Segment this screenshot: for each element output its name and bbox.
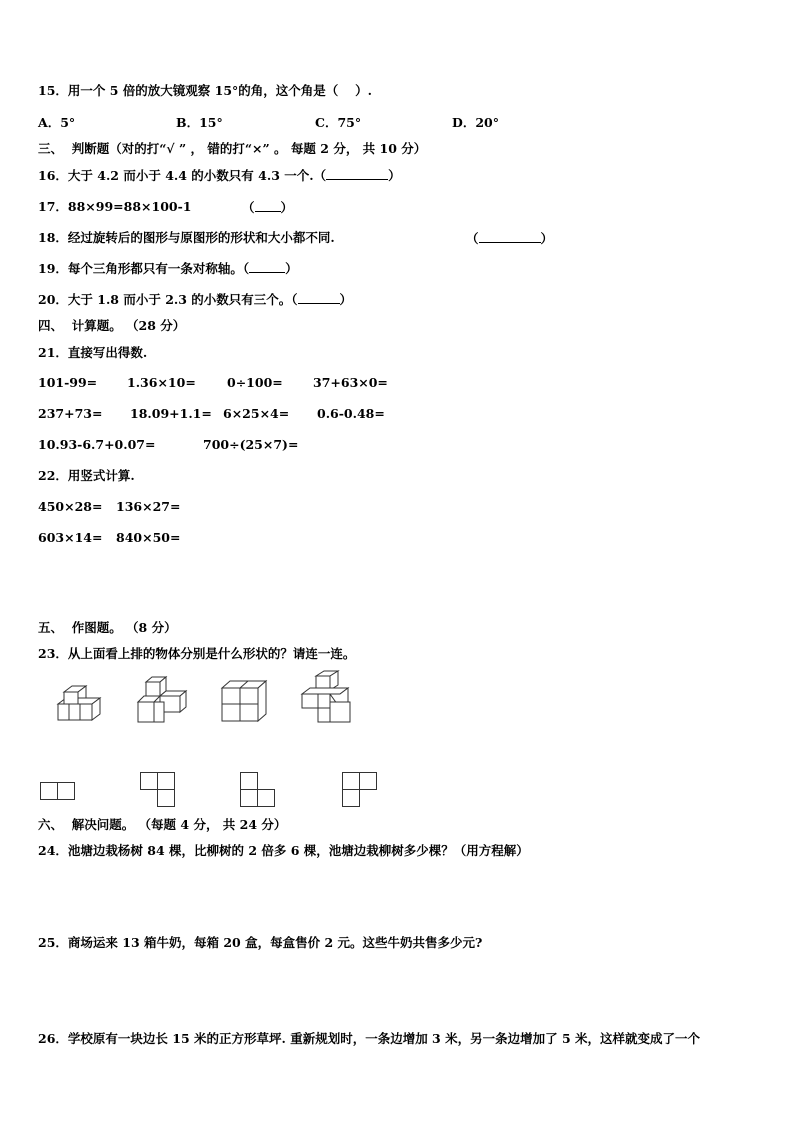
q21-item: 0÷100=: [227, 375, 283, 390]
q19-close: ）: [285, 261, 298, 276]
top-view-shape-2: [140, 772, 176, 808]
q22-item: 603×14=: [38, 530, 103, 545]
q15-option-b: B．15°: [176, 115, 223, 130]
q24-text: 24．池塘边栽杨树 84 棵，比柳树的 2 倍多 6 棵，池塘边栽柳树多少棵？（用方程解）: [38, 843, 529, 858]
block-figure-4: [300, 670, 356, 726]
q21-item: 18.09+1.1=: [130, 406, 212, 421]
section-4-heading: 四、 计算题。 （28 分）: [38, 318, 186, 333]
q22-item: 136×27=: [116, 499, 181, 514]
q18-answer: [466, 230, 553, 247]
q21-item: 37+63×0=: [313, 375, 388, 390]
q22-item: 450×28=: [38, 499, 103, 514]
top-view-shape-1: [40, 782, 76, 802]
q18-open: （: [466, 231, 479, 246]
q23-text: 23．从上面看上排的物体分别是什么形状的？请连一连。: [38, 646, 356, 661]
q17-open: （: [242, 200, 255, 215]
q21-item: 237+73=: [38, 406, 103, 421]
q21-title: 21．直接写出得数.: [38, 345, 148, 360]
top-view-shape-3: [240, 772, 276, 808]
q16-close: ）: [388, 168, 401, 183]
q20-text: 20．大于 1.8 而小于 2.3 的小数只有三个。（: [38, 292, 298, 307]
q16-answer-blank[interactable]: [326, 167, 388, 180]
q20: [38, 291, 352, 308]
block-figure-3: [218, 680, 268, 724]
q17-close: ）: [280, 200, 294, 215]
q17-text: 17．88×99=88×100-1: [38, 199, 192, 214]
q21-item: 1.36×10=: [127, 375, 196, 390]
block-figure-1: [54, 684, 104, 724]
q16-text: 16．大于 4.2 而小于 4.4 的小数只有 4.3 一个.（: [38, 168, 327, 183]
q25-text: 25．商场运来 13 箱牛奶，每箱 20 盒，每盒售价 2 元。这些牛奶共售多少元?: [38, 935, 483, 950]
q21-item: 10.93-6.7+0.07=: [38, 437, 156, 452]
q15-stem: 15．用一个 5 倍的放大镜观察 15°的角，这个角是（ ）.: [38, 83, 372, 98]
q19: [38, 260, 298, 277]
q21-item: 700÷(25×7)=: [203, 437, 299, 452]
section-6-heading: 六、 解决问题。 （每题 4 分， 共 24 分）: [38, 817, 287, 832]
block-figure-2: [136, 676, 188, 726]
q16: [38, 167, 401, 184]
q20-close: ）: [339, 292, 353, 307]
q15-option-a: A．5°: [38, 115, 76, 130]
q21-item: 6×25×4=: [223, 406, 290, 421]
q15-option-d: D．20°: [452, 115, 499, 130]
top-view-shape-4: [342, 772, 378, 808]
section-5-heading: 五、 作图题。 （8 分）: [38, 620, 177, 635]
q22-item: 840×50=: [116, 530, 181, 545]
q17-answer-blank[interactable]: [255, 199, 281, 212]
q17-answer: [242, 199, 293, 216]
q18-text: 18．经过旋转后的图形与原图形的形状和大小都不同.: [38, 230, 335, 245]
q19-text: 19．每个三角形都只有一条对称轴。（: [38, 261, 250, 276]
q26-text: 26．学校原有一块边长 15 米的正方形草坪. 重新规划时，一条边增加 3 米，另一条边增加了 5 米，这样就变成了一个: [38, 1031, 701, 1046]
q21-item: 101-99=: [38, 375, 98, 390]
q19-answer-blank[interactable]: [249, 260, 285, 273]
q20-answer-blank[interactable]: [298, 291, 340, 304]
q18-answer-blank[interactable]: [479, 230, 541, 243]
q21-item: 0.6-0.48=: [317, 406, 385, 421]
q22-title: 22．用竖式计算.: [38, 468, 135, 483]
q18-close: ）: [540, 231, 554, 246]
q15-option-c: C．75°: [315, 115, 362, 130]
section-3-heading: 三、 判断题（对的打“√ ” ， 错的打“×” 。 每题 2 分， 共 10 分）: [38, 141, 427, 156]
